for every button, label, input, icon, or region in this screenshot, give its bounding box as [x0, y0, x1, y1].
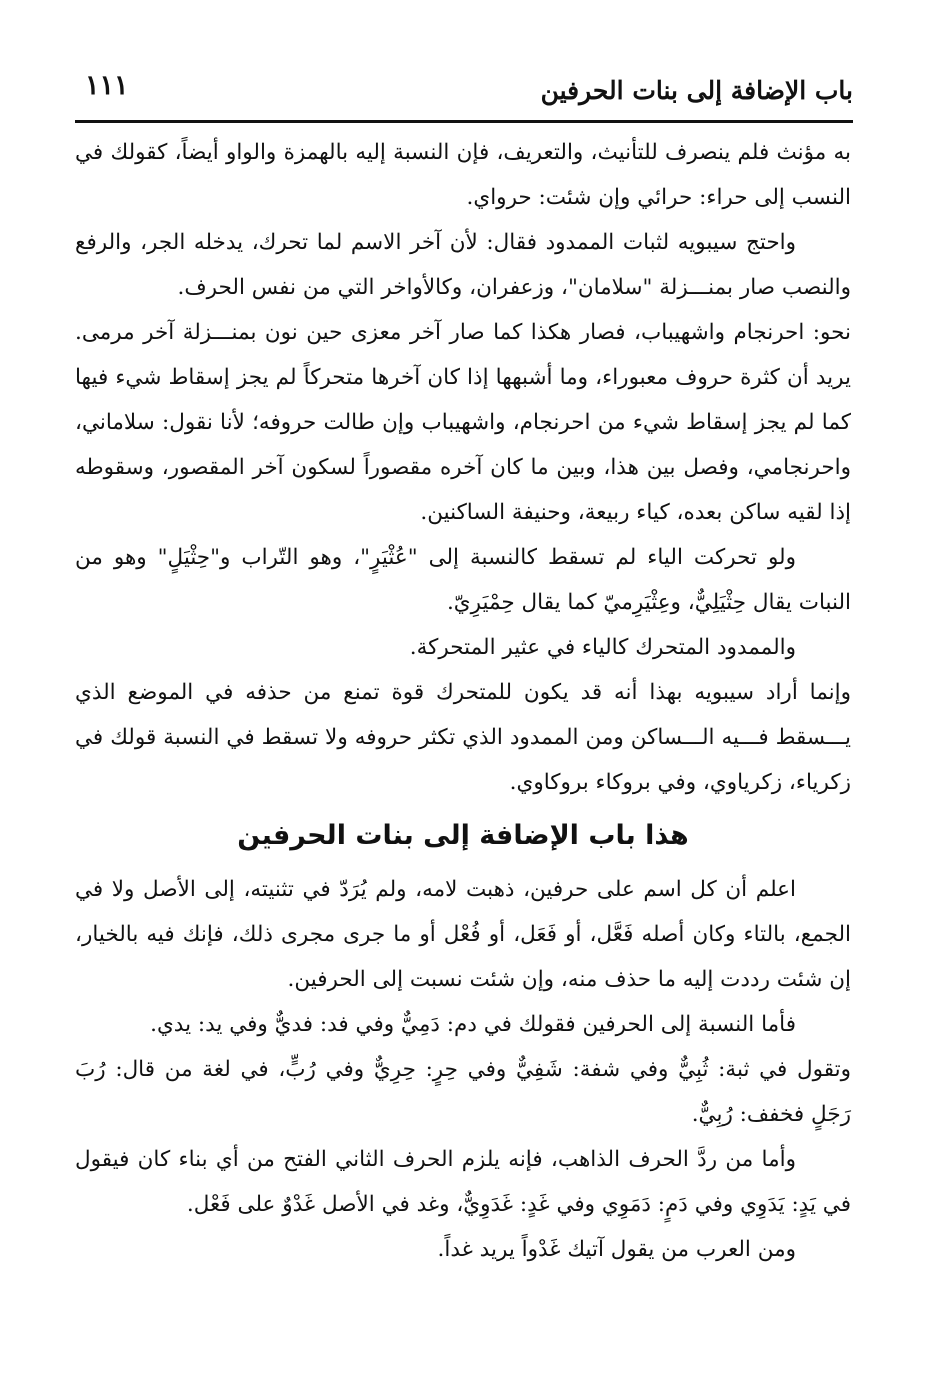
running-title: باب الإضافة إلى بنات الحرفين	[540, 76, 853, 105]
paragraph: والممدود المتحرك كالياء في عثير المتحركة.	[409, 635, 796, 660]
paragraph: وأما من ردَّ الحرف الذاهب، فإنه يلزم الحرف الثاني الفتح من أي بناء كان فيقول في يَدٍ: يَدَوِي وفي دَمٍ: دَمَوِي وفي غَدٍ: غَدَوِيٌّ، وغد في الأصل غَدْوٌ على فَعْل.	[75, 1147, 851, 1217]
page-number: ١١١	[85, 70, 129, 101]
paragraph: به مؤنث فلم ينصرف للتأنيث، والتعريف، فإن النسبة إليه بالهمزة والواو أيضاً، كقولك في النسب إلى حراء: حرائي وإن شئت: حرواي.	[75, 140, 851, 210]
page-body	[75, 130, 851, 1272]
paragraph: اعلم أن كل اسم على حرفين، ذهبت لامه، ولم يُرَدّ في تثنيته، إلى الأصل ولا في الجمع، بالتاء وكان أصله فَعَّل، أو فَعَل، أو فُعْل أو ما جرى مجرى ذلك، فإنك فيه بالخيار، إن شئت رددت إليه ما حذف منه، وإن شئت نسبت إلى الحرفين.	[75, 877, 851, 992]
page-header	[75, 66, 853, 114]
paragraph: نحو: احرنجام واشهيباب، فصار هكذا كما صار آخر معزى حين نون بمنـــزلة آخر مرمى. يريد أن كثرة حروف معبوراء، وما أشبهها إذا كان آخرها متحركاً لم يجز إسقاط شيء فيها كما لم يجز إسقاط شيء من احرنجام، واشهيباب وإن طالت حروفه؛ لأنا نقول: سلاماني، واحرنجامي، وفصل بين هذا، وبين ما كان آخره مقصوراً لسكون آخر المقصور، وسقوطه إذا لقيه ساكن بعده، كياء ربيعة، وحنيفة الساكنين.	[75, 320, 851, 525]
paragraph: فأما النسبة إلى الحرفين فقولك في دم: دَمِيٌّ وفي فد: فديٌّ وفي يد: يدي.	[150, 1012, 796, 1037]
section-heading: هذا باب الإضافة إلى بنات الحرفين	[237, 820, 689, 851]
paragraph: وتقول في ثبة: ثُبِيٌّ وفي شفة: شَفِيٌّ وفي حِرٍ: حِرِيٌّ وفي رُبٍّ، في لغة من قال: رُبَ رَجَلٍ فخفف: رُبِيٌّ.	[75, 1057, 851, 1127]
paragraph: ومن العرب من يقول آتيك غَدْواً يريد غداً.	[437, 1237, 796, 1262]
paragraph: وإنما أراد سيبويه بهذا أنه قد يكون للمتحرك قوة تمنع من حذفه في الموضع الذي يـــسقط فـــيه الـــساكن ومن الممدود الذي تكثر حروفه ولا تسقط في النسبة قولك في زكرياء، زكرياوي، وفي بروكاء بروكاوي.	[75, 680, 851, 795]
paragraph: ولو تحركت الياء لم تسقط كالنسبة إلى "عُثْيَرٍ"، وهو التّراب و"حِثْيَلٍ" وهو من النبات يقال حِثْيَلِيٌّ، وعِثْيَرِميّ كما يقال حِمْيَرِيّ.	[75, 545, 851, 615]
paragraph: واحتج سيبويه لثبات الممدود فقال: لأن آخر الاسم لما تحرك، يدخله الجر، والرفع والنصب صار بمنـــزلة "سلامان"، وزعفران، وكالأواخر التي من نفس الحرف.	[75, 230, 851, 300]
header-rule	[75, 120, 853, 123]
